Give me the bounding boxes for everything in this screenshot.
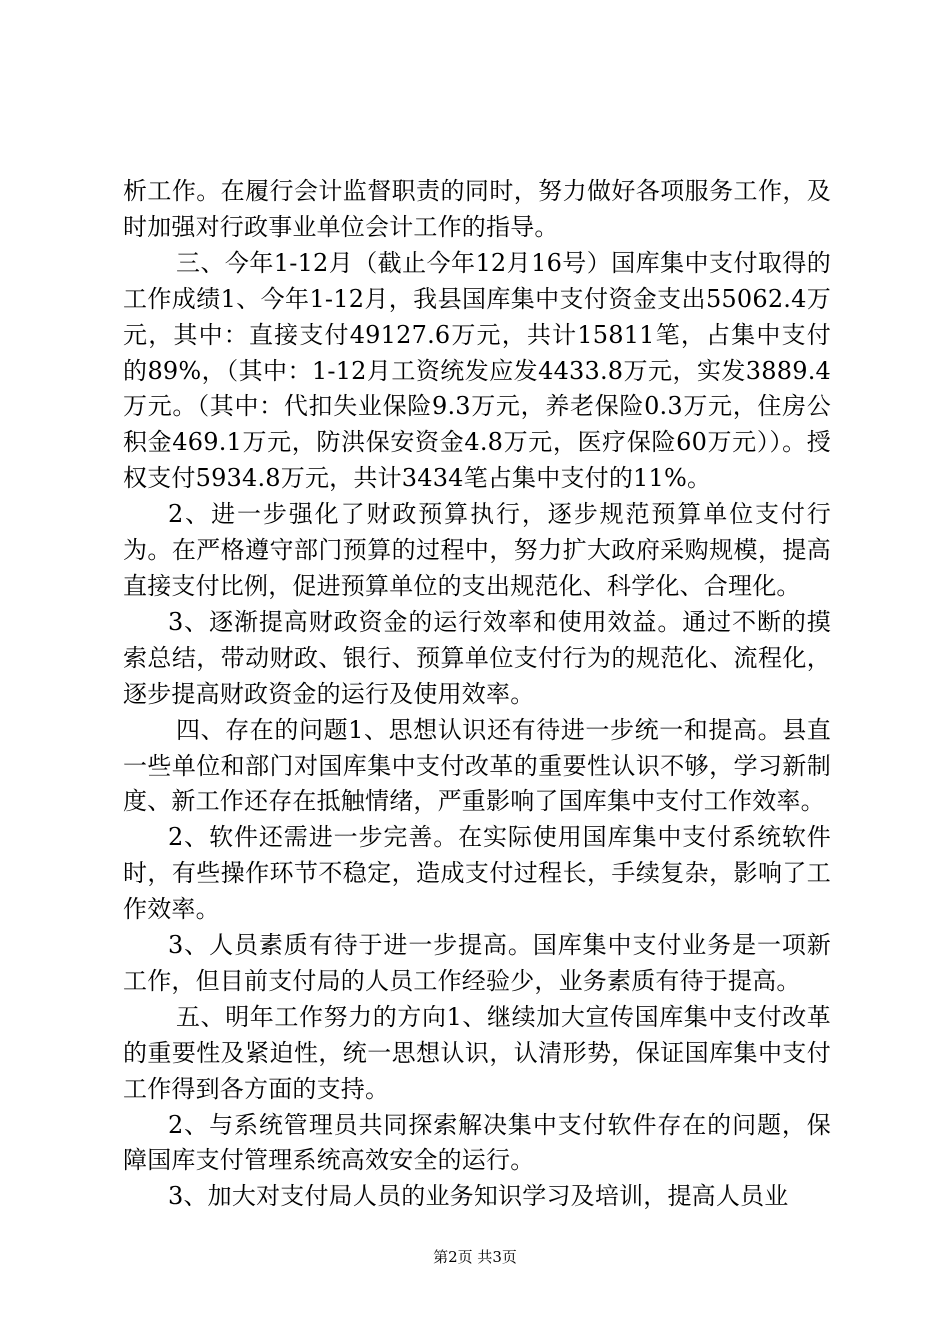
document-body — [123, 174, 831, 1215]
paragraph-item-2-software: 2、软件还需进一步完善。在实际使用国库集中支付系统软件时，有些操作环节不稳定，造成支付过程长，手续复杂，影响了工作效率。 — [123, 823, 831, 924]
paragraph-continuation: 析工作。在履行会计监督职责的同时，努力做好各项服务工作，及时加强对行政事业单位会计工作的指导。 — [123, 177, 831, 241]
paragraph-item-2-system: 2、与系统管理员共同探索解决集中支付软件存在的问题，保障国库支付管理系统高效安全的运行。 — [123, 1110, 831, 1175]
page-number-footer: 第2页 共3页 — [433, 1248, 517, 1266]
paragraph-item-2-budget: 2、进一步强化了财政预算执行，逐步规范预算单位支付行为。在严格遵守部门预算的过程中，努力扩大政府采购规模，提高直接支付比例，促进预算单位的支出规范化、科学化、合理化。 — [123, 500, 831, 600]
paragraph-item-3-staff: 3、人员素质有待于进一步提高。国库集中支付业务是一项新工作，但目前支付局的人员工作经验少，业务素质有待于提高。 — [123, 931, 831, 995]
paragraph-section-five: 五、明年工作努力的方向1、继续加大宣传国库集中支付改革的重要性及紧迫性，统一思想认识，认清形势，保证国库集中支付工作得到各方面的支持。 — [123, 1002, 831, 1103]
paragraph-section-four: 四、存在的问题1、思想认识还有待进一步统一和提高。县直一些单位和部门对国库集中支付改革的重要性认识不够，学习新制度、新工作还存在抵触情绪，严重影响了国库集中支付工作效率。 — [123, 715, 831, 816]
paragraph-section-three: 三、今年1-12月（截止今年12月16号）国库集中支付取得的工作成绩1、今年1-12月，我县国库集中支付资金支出55062.4万元，其中：直接支付49127.6万元，共计15811笔，占集中支付的89%，（其中：1-12月工资统发应发4433.8万元，实发3889.4万元。（其中：代扣失业保险9.3万元，养老保险0.3万元，住房公积金469.1万元，防洪保安资金4.8万元，医疗保险60万元））。授权支付5934.8万元，共计3434笔占集中支付的11%。 — [123, 248, 831, 493]
paragraph-item-3-efficiency: 3、逐渐提高财政资金的运行效率和使用效益。通过不断的摸索总结，带动财政、银行、预算单位支付行为的规范化、流程化，逐步提高财政资金的运行及使用效率。 — [123, 607, 831, 708]
paragraph-item-3-training: 3、加大对支付局人员的业务知识学习及培训，提高人员业 — [168, 1182, 789, 1211]
